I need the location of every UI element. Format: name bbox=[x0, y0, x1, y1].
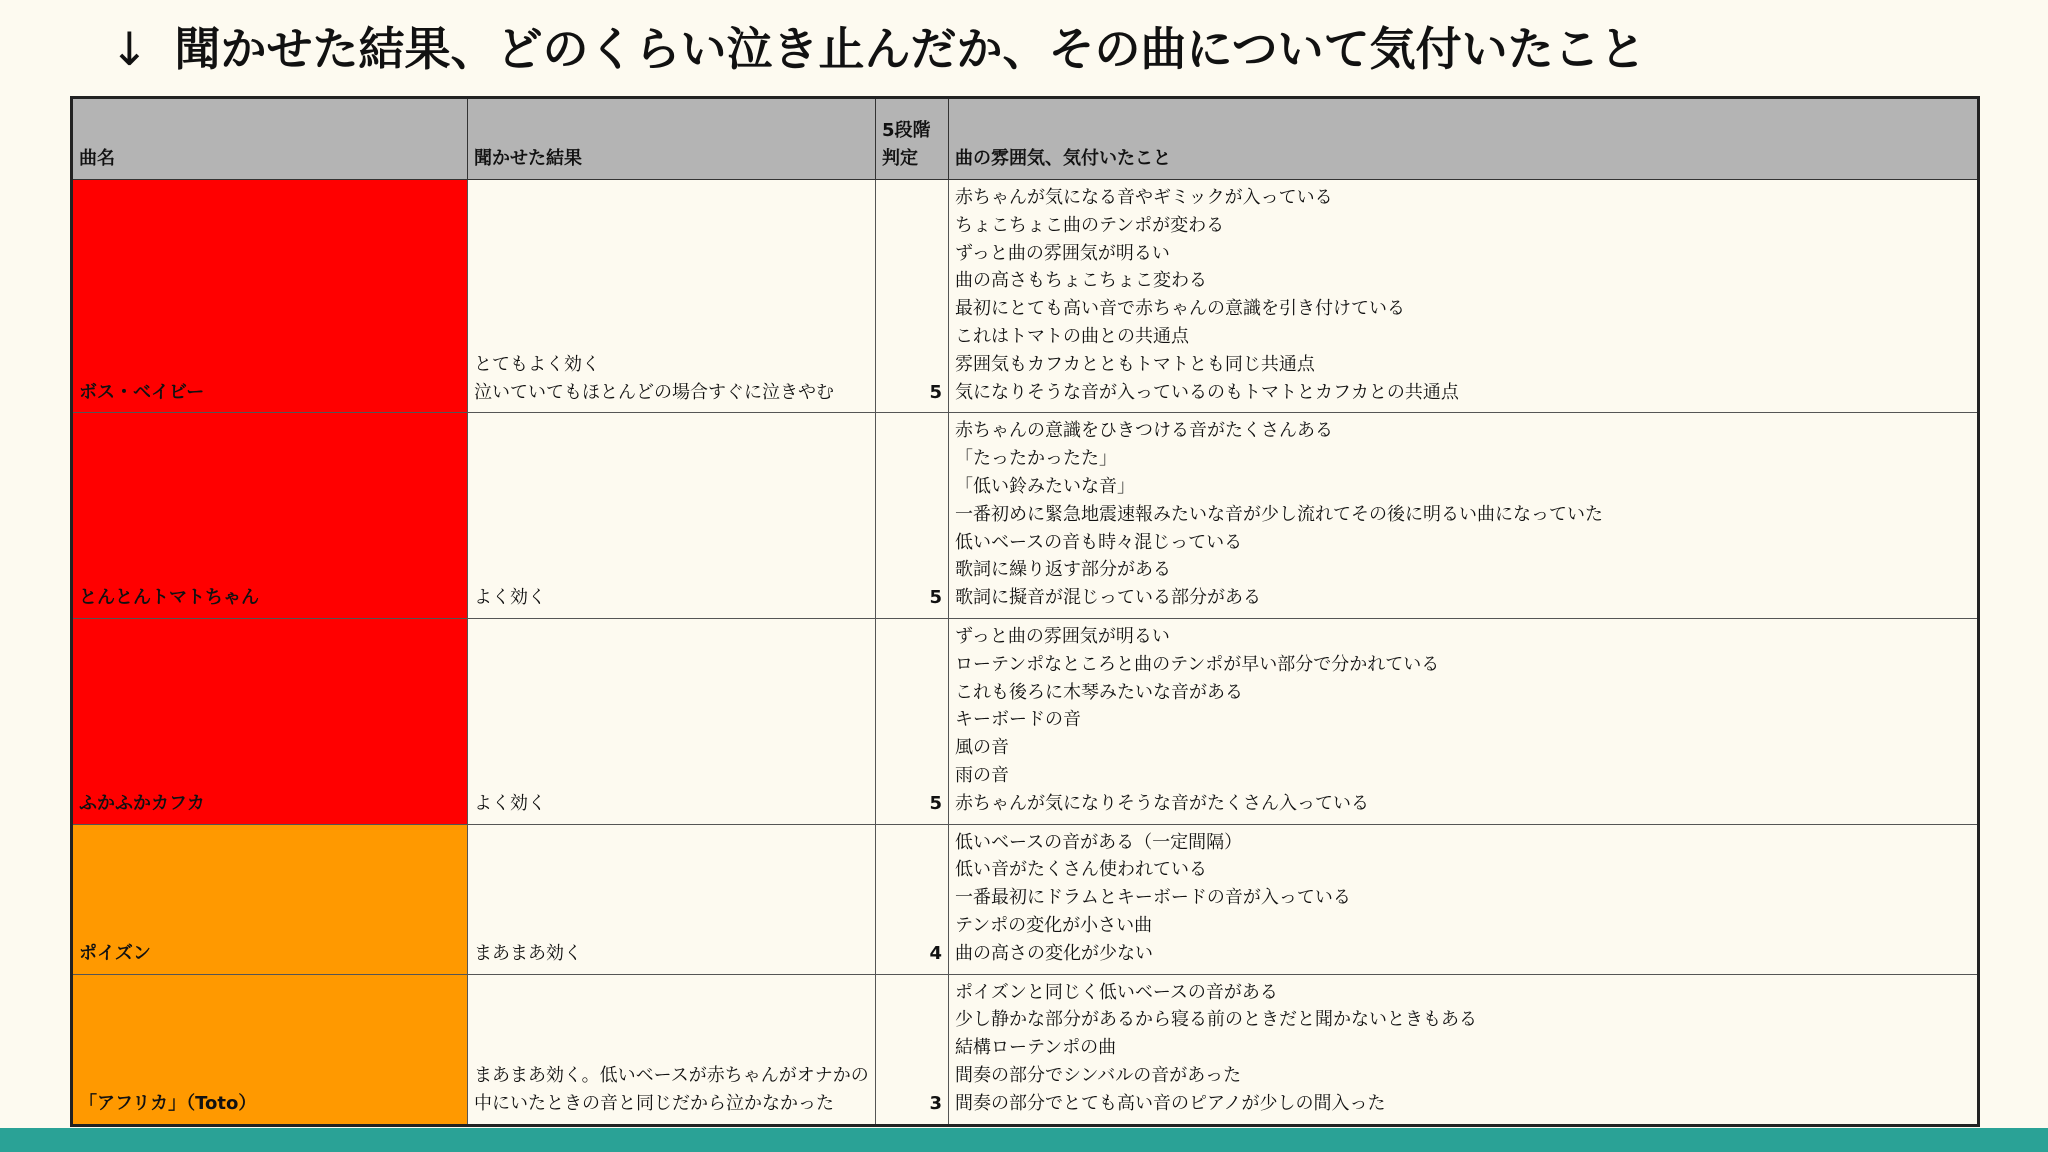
note-line: 赤ちゃんが気になる音やギミックが入っている bbox=[955, 187, 1333, 208]
song-name-cell: ポイズン bbox=[72, 824, 468, 974]
note-line: ずっと曲の雰囲気が明るい bbox=[955, 625, 1170, 647]
bottom-accent-band bbox=[0, 1128, 2048, 1152]
note-line: 「たったかったた」 bbox=[955, 448, 1117, 470]
note-line: キーボードの音 bbox=[955, 709, 1081, 731]
note-line: 低いベースの音も時々混じっている bbox=[955, 531, 1243, 553]
note-line: 低いベースの音がある（一定間隔） bbox=[955, 831, 1243, 853]
note-line: 気になりそうな音が入っているのもトマトとカフカとの共通点 bbox=[955, 381, 1459, 403]
result-cell: よく効く bbox=[468, 618, 876, 824]
song-evaluation-table bbox=[70, 96, 1980, 1127]
note-line: 低い音がたくさん使われている bbox=[955, 859, 1207, 881]
note-line: 曲の高さもちょこちょこ変わる bbox=[955, 270, 1207, 292]
down-arrow-icon: ↓ bbox=[110, 22, 149, 76]
note-line: ローテンポなところと曲のテンポが早い部分で分かれている bbox=[955, 653, 1440, 675]
table-row bbox=[72, 180, 1979, 413]
result-cell: よく効く bbox=[468, 413, 876, 619]
notes-cell bbox=[949, 413, 1979, 619]
note-line: 最初にとても高い音で赤ちゃんの意識を引き付けている bbox=[955, 298, 1405, 320]
note-line: 少し静かな部分があるから寝る前のときだと聞かないときもある bbox=[955, 1009, 1477, 1031]
result-cell: まあまあ効く。低いベースが赤ちゃんがオナかの 中にいたときの音と同じだから泣かなかった bbox=[468, 974, 876, 1125]
score-cell: 5 bbox=[876, 180, 949, 413]
note-line: 歌詞に繰り返す部分がある bbox=[955, 559, 1171, 581]
score-cell: 3 bbox=[876, 974, 949, 1125]
slide-title bbox=[110, 14, 1646, 84]
score-cell: 4 bbox=[876, 824, 949, 974]
result-cell: まあまあ効く bbox=[468, 824, 876, 974]
header-notes: 曲の雰囲気、気付いたこと bbox=[949, 98, 1979, 180]
note-line: 雰囲気もカフカとともトマトとも同じ共通点 bbox=[955, 353, 1315, 375]
note-line: これはトマトの曲との共通点 bbox=[955, 325, 1189, 347]
header-result: 聞かせた結果 bbox=[468, 98, 876, 180]
notes-cell bbox=[949, 824, 1979, 974]
note-line: 曲の高さの変化が少ない bbox=[955, 942, 1153, 964]
table-row bbox=[72, 974, 1979, 1125]
song-name-cell: ボス・ベイビー bbox=[72, 180, 468, 413]
score-cell: 5 bbox=[876, 618, 949, 824]
note-line: 結構ローテンポの曲 bbox=[955, 1037, 1117, 1059]
note-line: 「低い鈴みたいな音」 bbox=[955, 475, 1135, 497]
table-header-row bbox=[72, 98, 1979, 180]
note-line: ポイズンと同じく低いベースの音がある bbox=[955, 981, 1278, 1003]
note-line: 赤ちゃんが気になりそうな音がたくさん入っている bbox=[955, 792, 1369, 814]
header-score bbox=[876, 98, 949, 180]
note-line: 一番初めに緊急地震速報みたいな音が少し流れてその後に明るい曲になっていた bbox=[955, 503, 1603, 525]
table-row bbox=[72, 413, 1979, 619]
table-body bbox=[72, 180, 1979, 1126]
note-line: これも後ろに木琴みたいな音がある bbox=[955, 681, 1243, 703]
note-line: ちょこちょこ曲のテンポが変わる bbox=[955, 214, 1225, 236]
note-line: 歌詞に擬音が混じっている部分がある bbox=[955, 587, 1261, 609]
header-score-line2: 判定 bbox=[882, 148, 918, 169]
note-line: 間奏の部分でとても高い音のピアノが少しの間入った bbox=[955, 1092, 1386, 1114]
note-line: 赤ちゃんの意識をひきつける音がたくさんある bbox=[955, 420, 1333, 442]
slide-title-text: 聞かせた結果、どのくらい泣き止んだか、その曲について気付いたこと bbox=[174, 22, 1646, 76]
note-line: テンポの変化が小さい曲 bbox=[955, 914, 1153, 936]
notes-cell bbox=[949, 974, 1979, 1125]
song-name-cell: とんとんトマトちゃん bbox=[72, 413, 468, 619]
note-line: 間奏の部分でシンバルの音があった bbox=[955, 1064, 1242, 1086]
note-line: 一番最初にドラムとキーボードの音が入っている bbox=[955, 887, 1351, 909]
note-line: 雨の音 bbox=[955, 764, 1009, 786]
result-cell: とてもよく効く 泣いていてもほとんどの場合すぐに泣きやむ bbox=[468, 180, 876, 413]
note-line: ずっと曲の雰囲気が明るい bbox=[955, 242, 1170, 264]
score-cell: 5 bbox=[876, 413, 949, 619]
table-row bbox=[72, 618, 1979, 824]
header-song-name: 曲名 bbox=[72, 98, 468, 180]
notes-cell bbox=[949, 618, 1979, 824]
song-name-cell: 「アフリカ」（Toto） bbox=[72, 974, 468, 1125]
table-row bbox=[72, 824, 1979, 974]
song-name-cell: ふかふかカフカ bbox=[72, 618, 468, 824]
notes-cell bbox=[949, 180, 1979, 413]
note-line: 風の音 bbox=[955, 737, 1009, 759]
header-score-line1: 5段階 bbox=[882, 120, 931, 141]
